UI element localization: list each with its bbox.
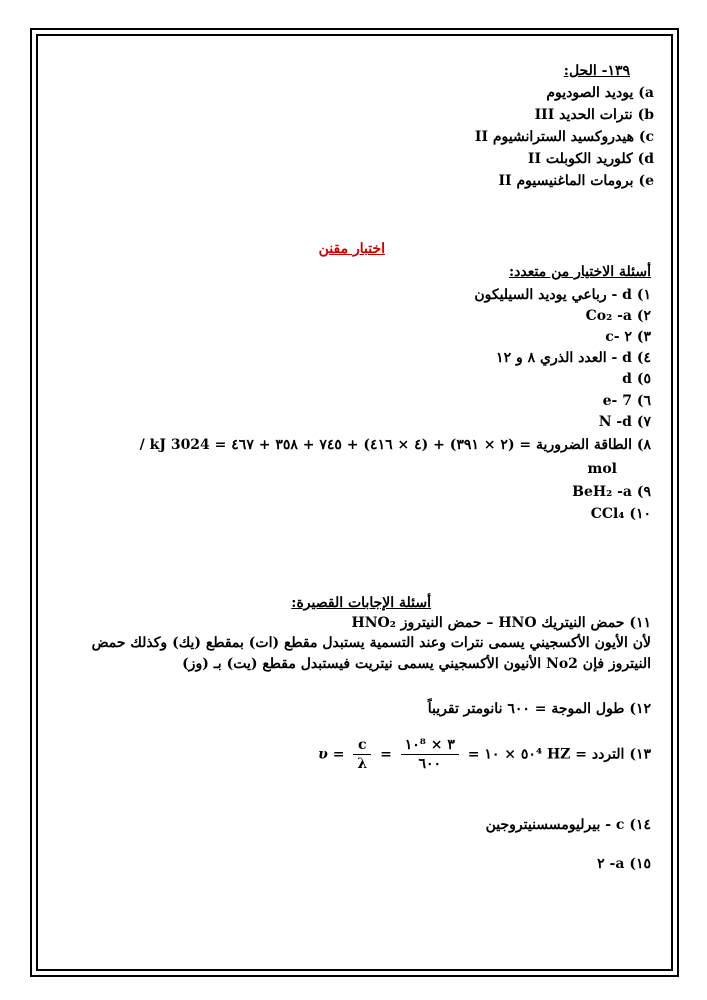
q13-result: ٥٠ × ١٠⁴ HZ [484, 746, 571, 763]
q13-fraction [401, 736, 459, 773]
item-text: Co₂ -a [585, 308, 632, 324]
mcq-item-10 [591, 505, 651, 523]
item-text: d - العدد الذري ٨ و ١٢ [496, 350, 632, 366]
mcq-item-1 [474, 286, 651, 304]
q12: ١٢) طول الموجة = ٦٠٠ نانومتر تقريباً [427, 701, 651, 717]
mcq-item-2 [586, 307, 651, 325]
q11-line3: النيتروز فإن No2 الأنيون الأكسجيني يسمى نيتريت فيستبدل مقطع (يت) بـ (وز) [182, 656, 651, 672]
answer-text: كلوريد الكوبلت II [527, 151, 633, 167]
answer-a [546, 84, 654, 102]
answer-b [535, 106, 654, 124]
q13-nu: υ [318, 746, 328, 763]
mcq-item-6 [603, 392, 651, 410]
item-text: mol [587, 461, 617, 477]
q13-c: c [353, 736, 371, 755]
mcq-item-3 [605, 328, 651, 346]
item-number: ١٠) [629, 506, 651, 522]
item-text: الطاقة الضرورية = (٢ × ٣٩١) + (٤ × ٤١٦) + ٧٤٥ + ٣٥٨ + ٤٦٧ = 3024 kJ / [139, 437, 632, 453]
mcq-heading: أسئلة الاختيار من متعدد: [509, 264, 651, 280]
item-number: ٩) [636, 484, 651, 500]
mcq-item-4 [496, 349, 651, 367]
q13-lambda: λ [357, 756, 368, 772]
q11-line2: لأن الأيون الأكسجيني يسمى نترات وعند التسمية يستبدل مقطع (ات) بمقطع (يك) وكذلك حمض [91, 635, 651, 651]
item-text: ٢ -c [605, 329, 632, 345]
answer-d [528, 150, 654, 168]
mcq-item-5 [622, 370, 651, 388]
answer-letter: c) [638, 129, 654, 145]
item-number: ٢) [636, 308, 651, 324]
q11-line1: ١١) حمض النيتريك HNO – حمض النيتروز HNO₂ [351, 615, 651, 631]
answer-letter: e) [638, 173, 654, 189]
q15: ١٥) a- ٢ [597, 856, 651, 872]
item-number: ٧) [636, 414, 651, 430]
item-text: d - رباعي يوديد السيليكون [474, 287, 632, 303]
answer-letter: d) [637, 151, 654, 167]
test-title: اختبار مقنن [318, 241, 385, 257]
section-139-heading: ١٣٩- الحل: [563, 63, 630, 79]
answer-text: نترات الحديد III [534, 107, 633, 123]
q13-c-over-lambda [353, 736, 371, 773]
answer-e [498, 172, 654, 190]
item-text: 7 -e [602, 393, 632, 409]
item-number: ٨) [636, 437, 651, 453]
short-answers-heading: أسئلة الإجابات القصيرة: [291, 595, 431, 611]
answer-letter: a) [638, 85, 654, 101]
q13-numerator: ٣ × ١٠⁸ [401, 736, 459, 755]
q13-denominator: ٦٠٠ [418, 756, 442, 772]
answer-text: يوديد الصوديوم [546, 85, 634, 101]
mcq-item-8 [140, 436, 651, 454]
q13: ١٣) التردد = υ = $\frac{c}{\lambda}$ = $\frac{\text{٣ × ١٠⁸}}{٦٠٠}$ = ٥٠ × ١٠⁴ HZ [318, 737, 651, 772]
answer-letter: b) [637, 107, 654, 123]
item-number: ١) [636, 287, 651, 303]
mcq-item-9 [572, 483, 651, 501]
q13-label: ١٣) التردد [591, 746, 651, 763]
mcq-item-7 [599, 413, 651, 431]
q14: ١٤) c - بيرليومسسنيتروجين [485, 817, 651, 833]
item-text: BeH₂ -a [572, 484, 632, 500]
mcq-item-8-unit [588, 460, 651, 478]
item-number: ٥) [636, 371, 651, 387]
item-text: d [622, 371, 632, 387]
item-text: CCl₄ [590, 506, 625, 522]
item-number: ٣) [636, 329, 651, 345]
answer-text: هيدروكسيد السترانشيوم II [474, 129, 634, 145]
item-number: ٤) [636, 350, 651, 366]
item-number: ٦) [636, 393, 651, 409]
answer-text: برومات الماغنيسيوم II [498, 173, 634, 189]
item-text: N -d [598, 414, 632, 430]
answer-c [475, 128, 654, 146]
